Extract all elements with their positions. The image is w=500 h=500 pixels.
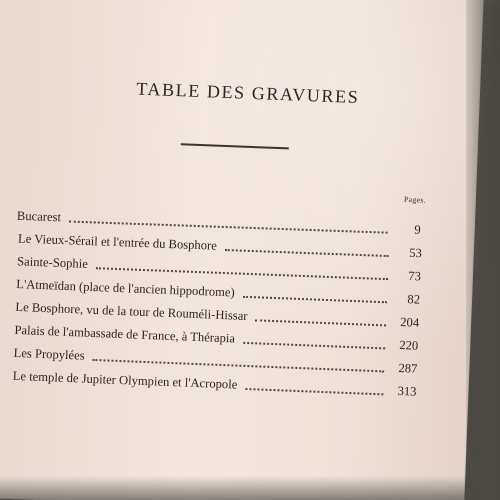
entry-page-number: 313 (397, 383, 417, 399)
entry-page-number: 287 (398, 360, 418, 376)
entry-page-number: 220 (399, 337, 419, 353)
entry-title: Le temple de Jupiter Olympien et l'Acropole (12, 368, 238, 392)
book-edge-shadow (466, 0, 500, 500)
entry-title: Le Vieux-Sérail et l'entrée du Bosphore (17, 231, 218, 253)
table-of-engravings (12, 75, 436, 399)
entry-page-number: 73 (408, 268, 422, 284)
title-divider (181, 143, 289, 149)
page-title: TABLE DES GRAVURES (136, 78, 360, 108)
dot-leader (225, 248, 389, 257)
entry-title: Sainte-Sophie (16, 254, 89, 271)
entry-title: Les Propylées (13, 345, 85, 363)
engravings-list (12, 204, 431, 403)
bottom-shadow (0, 476, 500, 500)
entry-page-number: 204 (399, 314, 420, 330)
entry-title: Palais de l'ambassade de France, à Thérapia (14, 322, 236, 346)
dot-leader (243, 295, 387, 304)
dot-leader (245, 387, 383, 395)
entry-title: Le Bosphore, vu de la tour de Rouméli-Hissar (15, 299, 248, 323)
pages-column-label: Pages. (403, 194, 427, 205)
entry-title: L'Atmeïdan (place de l'ancien hippodrome) (16, 277, 235, 300)
entry-page-number: 9 (414, 222, 421, 237)
entry-page-number: 53 (408, 245, 423, 261)
entry-page-number: 82 (407, 292, 421, 307)
dot-leader (243, 341, 385, 350)
entry-title: Bucarest (16, 208, 62, 225)
dot-leader (255, 318, 386, 326)
